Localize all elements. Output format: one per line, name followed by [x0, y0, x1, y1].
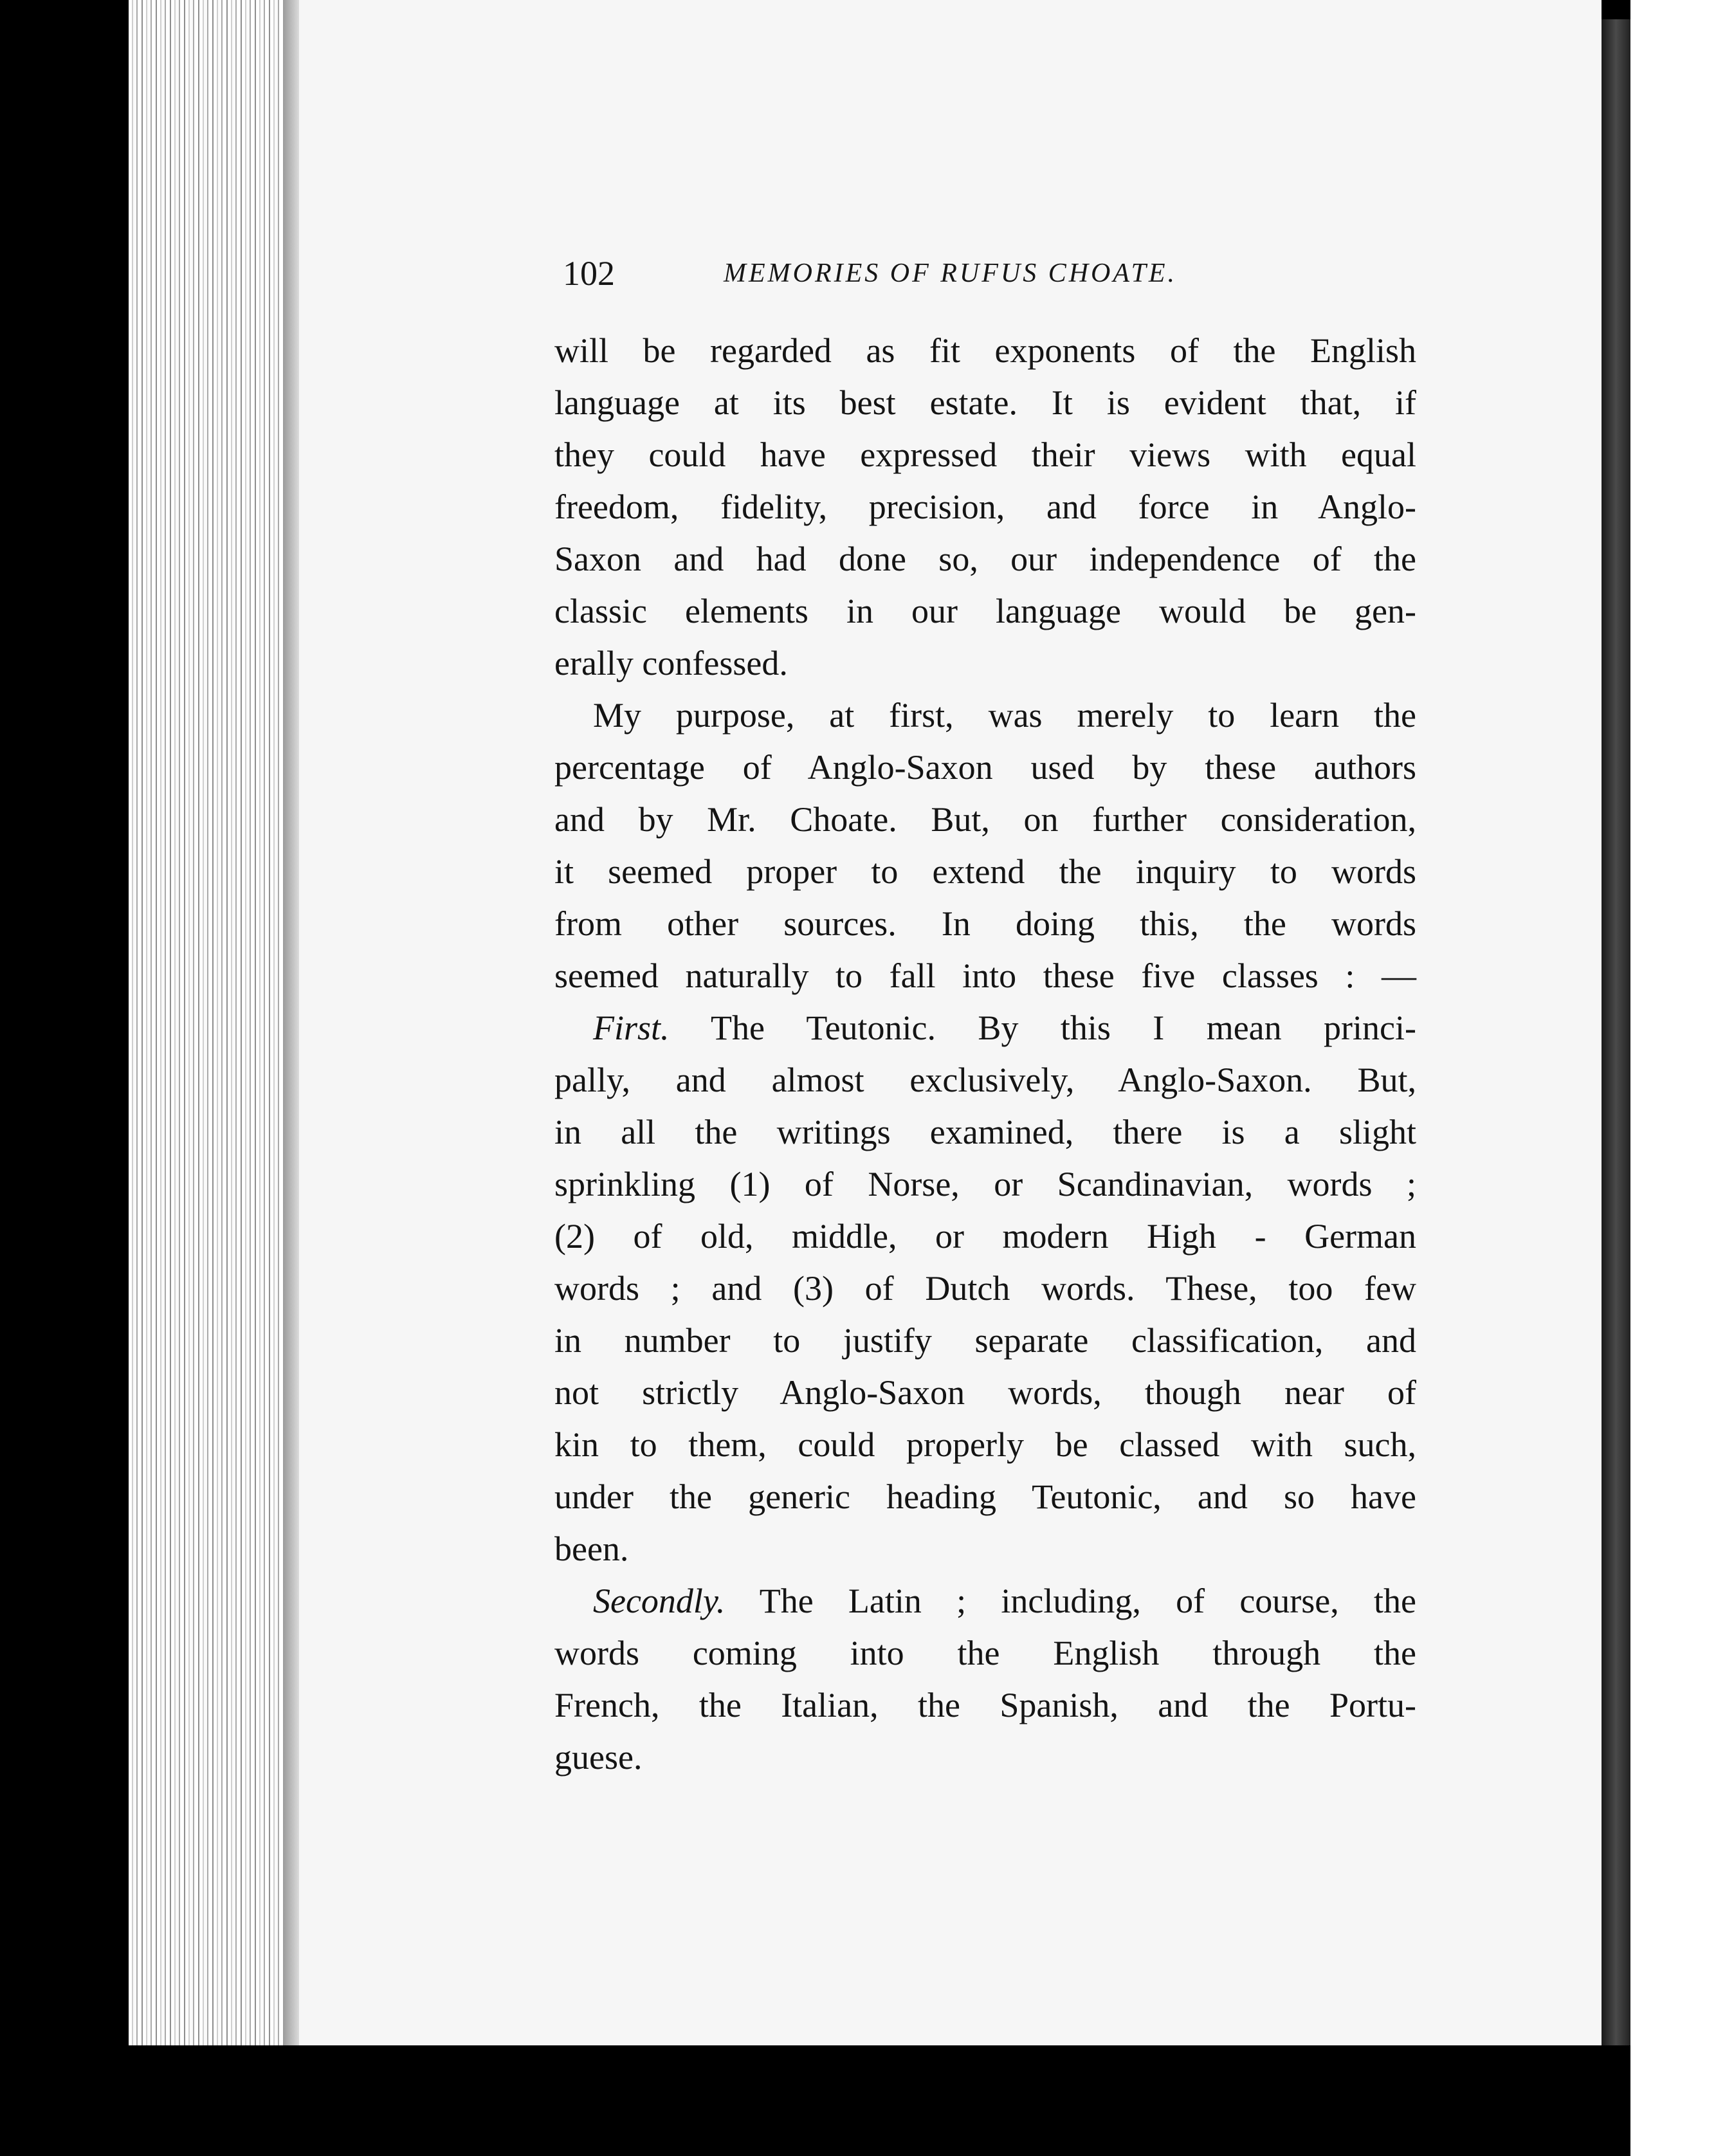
text-line: guese.	[554, 1738, 643, 1777]
text-line: language at its best estate. It is evident that, if	[554, 383, 1416, 422]
text-line: pally, and almost exclusively, Anglo-Saxon. But,	[554, 1061, 1416, 1099]
text-line: freedom, fidelity, precision, and force in Anglo-	[554, 488, 1416, 526]
text-line: been.	[554, 1530, 629, 1568]
text-line: Saxon and had done so, our independence of the	[554, 540, 1416, 578]
page-right-edge	[1602, 19, 1630, 2052]
book-page-edges	[129, 0, 299, 2045]
text-line: it seemed proper to extend the inquiry to words	[554, 852, 1416, 891]
text-line: not strictly Anglo-Saxon words, though near of	[554, 1373, 1416, 1412]
text-line: in number to justify separate classification, and	[554, 1321, 1416, 1360]
text-line: from other sources. In doing this, the words	[554, 904, 1416, 943]
page-header	[563, 248, 1270, 299]
text-line	[554, 1575, 1416, 1627]
scan-right-margin	[1630, 0, 1716, 2156]
scan-bottom-border	[0, 2045, 1630, 2156]
text-line: sprinkling (1) of Norse, or Scandinavian, words ;	[554, 1165, 1416, 1203]
text-line: (2) of old, middle, or modern High - German	[554, 1217, 1416, 1256]
text-line: words ; and (3) of Dutch words. These, too few	[554, 1269, 1416, 1308]
text-line: kin to them, could properly be classed with such,	[554, 1425, 1416, 1464]
text-line: seemed naturally to fall into these five classes : —	[554, 956, 1416, 995]
text-line: erally confessed.	[554, 644, 788, 682]
text-line: French, the Italian, the Spanish, and the Portu-	[554, 1686, 1416, 1724]
paragraph-lead: First.	[593, 1009, 670, 1047]
text-run: The Teutonic. By this I mean princi-	[669, 1009, 1416, 1047]
text-line: they could have expressed their views with equal	[554, 435, 1416, 474]
body-text	[554, 325, 1416, 1784]
text-line	[554, 1002, 1416, 1054]
page-number: 102	[563, 254, 615, 293]
text-line: percentage of Anglo-Saxon used by these authors	[554, 748, 1416, 787]
text-line: classic elements in our language would be gen-	[554, 592, 1416, 630]
text-run: The Latin ; including, of course, the	[725, 1582, 1416, 1620]
text-line: will be regarded as fit exponents of the English	[554, 331, 1416, 370]
text-line: in all the writings examined, there is a slight	[554, 1113, 1416, 1151]
text-line: under the generic heading Teutonic, and so have	[554, 1477, 1416, 1516]
text-line: My purpose, at first, was merely to learn the	[593, 696, 1416, 735]
text-line: and by Mr. Choate. But, on further consideration,	[554, 800, 1416, 839]
text-line: words coming into the English through the	[554, 1634, 1416, 1672]
running-head: MEMORIES OF RUFUS CHOATE.	[724, 259, 1178, 288]
paragraph-lead: Secondly.	[593, 1582, 726, 1620]
